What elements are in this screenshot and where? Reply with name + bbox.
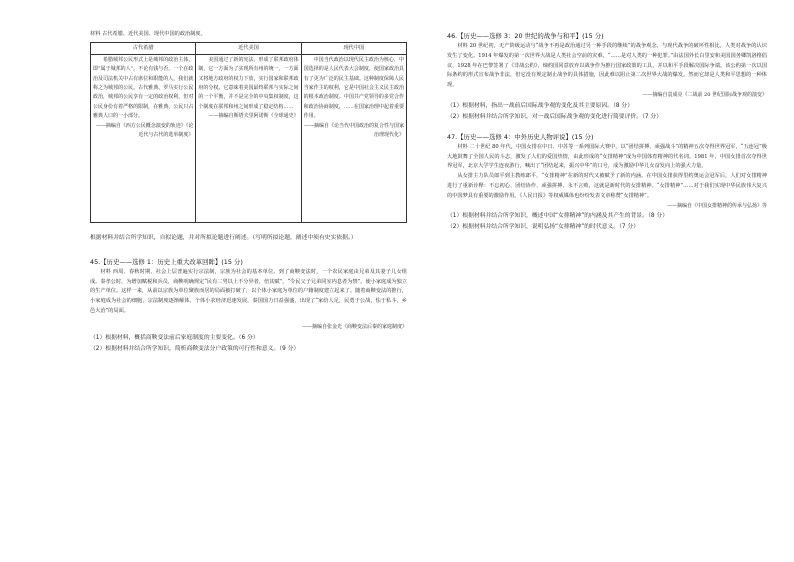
table-header-cell: 现代中国 bbox=[301, 42, 406, 54]
heading-47: 47.【历史——选修 4：中外历史人物评说】(15 分) bbox=[447, 132, 594, 141]
comparison-table bbox=[90, 42, 407, 223]
right-column bbox=[447, 30, 767, 233]
table-header-cell: 古代希腊 bbox=[91, 42, 196, 54]
cell-text: 中国当代政治以现代民主政治为核心，中国选择的是人民代表大会制度，使国家政治具有了更为广泛的民主基础。这种制度保障人民当家作主的权利，它是中国社会主义民主政治的根本政治制度。中国共产党领导的多党合作和政治协商制度，……在国家治理中起着重要作用。 bbox=[303, 56, 404, 120]
cell-text: 美国通过了新的宪法，形成了联邦政府体制，它一方面为了实现所有州的统一，一方面又将地方政府的权力下放，实行国家和联邦政府的分权。它意味着美国最终联邦与实际之间的一个平衡，并不是完全的中央集权制度，这个制度在联邦和州之间形成了稳定结构…… bbox=[198, 56, 299, 110]
source-46: ——摘编自袁成亮《二战前 20 世纪国际战争观的演变》 bbox=[642, 91, 767, 98]
material-46: 材料 20 世纪初，无产阶级运动与“战争不再是政治通过另一种手段的继续”的战争观念，与现代战争的破坏性相比，人类对战争的认识发生了变化。1914 年爆发的第一次世界大战是人类社会空前的灾难，“……是对人类的一种犯罪。”由法国外长白里安和美国国务卿凯洛格倡议，1928 年在巴黎签署了《非战公约》，缔约国同意放弃以战争作为推行国家政策的工具，并以和平手段解决国际争端。该公约第一次以国际条约的形式宣布战争非法，但它没有规定制止战争的具体措施，因此难以阻止第二次世界大战的爆发。然而它却是人类和平思想的一种体现。 bbox=[447, 43, 767, 89]
source-45: ——摘编自张金光《商鞅变法后秦的家庭制度》 bbox=[301, 323, 407, 330]
cell-source: ——摘编自《论当代中国政治的复合性与国家治理现代化》 bbox=[303, 122, 404, 139]
question-47-2: （2）根据材料并结合所学知识，说明弘扬“女排精神”的时代意义。（7 分） bbox=[447, 224, 640, 231]
question-46-1: （1）根据材料，指出一战前后国际战争观的变化及其主要原因。（8 分） bbox=[447, 102, 634, 109]
question-45-1: （1）根据材料，概括商鞅变法前后家庭制度的主要变化。（6 分） bbox=[90, 334, 259, 341]
material-45: 材料 西周、春秋时期，社会上层普遍实行宗法制，宗族为社会的基本单位。到了商鞅变法时，一个农民家庭由兄弟及其妻子儿女组成。秦孝公时，为增加赋税和兵员，商鞅明确规定“民有二男以上不分异者，倍其赋”，“令民父子兄弟同室内息者为禁”。使小家庭成为独立的生产单位。这样一来，从前以宗族为单位聚族而居的局面被打破了，以个体小家庭为单位的户籍制度建立起来了。随着商鞅变法的推行，小家庭成为社会的细胞，宗法制度逐渐解体，个体小农经济迅速发展，秦国国力日益强盛，出现了“家给人足，民勇于公战，怯于私斗，乡邑大治”的局面。 bbox=[90, 268, 407, 314]
table-cell bbox=[196, 54, 301, 222]
table-header-row bbox=[91, 42, 407, 54]
heading-45: 45.【历史——选修 1：历史上重大改革回眸】(15 分) bbox=[90, 257, 243, 266]
table-cell bbox=[91, 54, 196, 222]
cell-source: ——摘编自《西方公民概念演变的轨迹》《论近代与古代的选举制度》 bbox=[95, 122, 194, 139]
material-47-a: 材料 二十世纪 80 年代，中国女排在中日、中苏等一系列国际大赛中，以“团结拼搏、顽强战斗”的精神五次夺得世界冠军，“五连冠”极大地鼓舞了全国人民的斗志，激发了人们的爱国热情，由此形成的“女排精神”成为中国体育精神的代名词。1981 年，中国女排首次夺得世界冠军，北京大学学生连夜游行，喊出了“团结起来，振兴中华”的口号，成为激励中华儿女奋发向上的强大力量。 bbox=[447, 143, 767, 170]
left-column bbox=[90, 30, 407, 355]
table-header-cell: 近代美国 bbox=[196, 42, 301, 54]
table-row bbox=[91, 54, 407, 222]
question-45-2: （2）根据材料并结合所学知识，简析商鞅变法分户政策的可行性和意义。（9 分） bbox=[90, 345, 300, 352]
material-47-b: 从女排主力队员郎平到主教练郎平，“女排精神”在新的时代又被赋予了新的内涵。在中国女排获得里约奥运会冠军后，人们对女排精神进行了重新诠释：不忘初心、团结协作、顽强拼搏、永不言败，这就是新时代的女排精神。“女排精神”……对于我们实现中华民族伟大复兴的中国梦具有重要的激励作用。《人民日报》等权威媒体也纷纷发表文章称赞“女排精神”。 bbox=[447, 173, 767, 199]
heading-46: 46.【历史——选修 3：20 世纪的战争与和平】(15 分) bbox=[447, 32, 604, 40]
cell-text: 希腊城邦公民形式上是城邦的政治主体，即“属于城邦的人”。不论有钱与否，一个在政治及司法机关中占有席位和职能的人，我们就称之为城邦的公民。古代雅典、罗马实行公民政治，城邦的公民享有一定的政治权利，但对公民身份有着严格的限制，在雅典，公民只占雅典人口的一小部分。 bbox=[93, 56, 194, 120]
question-46-2: （2）根据材料并结合所学知识，对一战后国际战争观的变化进行简要评价。（7 分） bbox=[447, 113, 663, 120]
source-47: ——摘编自《中国女排精神的传承与弘扬》等 bbox=[666, 202, 767, 209]
question-47-1: （1）根据材料并结合所学知识，概述中国“女排精神”的内涵及其产生的背景。（8 分） bbox=[447, 213, 669, 220]
question-42: 根据材料并结合所学知识，自拟论题，并对所拟论题进行阐述。（写明所拟论题，阐述中须有史实依据。） bbox=[90, 234, 357, 241]
table-cell bbox=[301, 54, 406, 222]
material-title: 材料 古代希腊、近代美国、现代中国的政治制度。 bbox=[90, 31, 206, 37]
cell-source: ——摘编自斯塔夫里阿诺斯《全球通史》 bbox=[208, 113, 299, 120]
